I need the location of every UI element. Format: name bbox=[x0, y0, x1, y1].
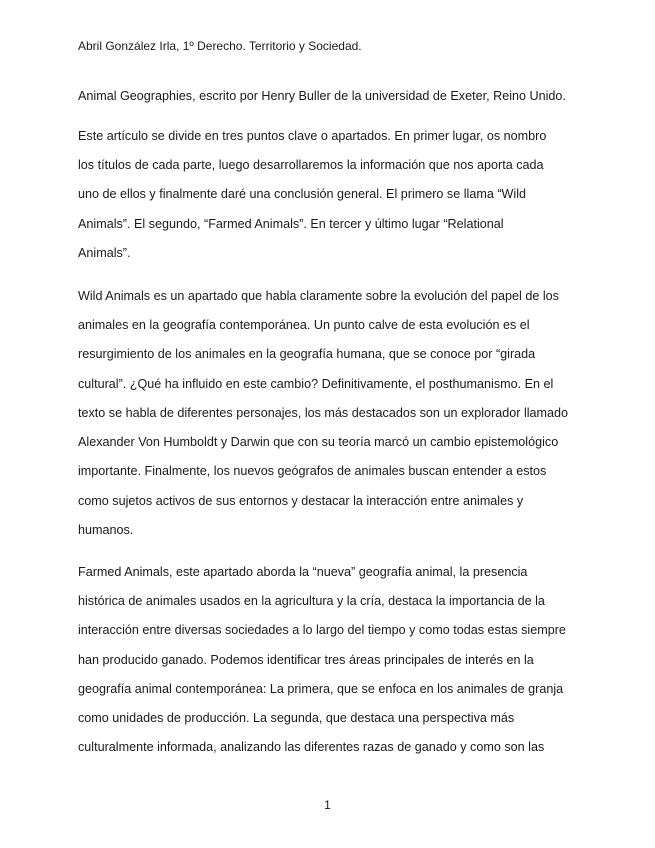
paragraph-line: importante. Finalmente, los nuevos geógrafos de animales buscan entender a estos bbox=[78, 464, 547, 478]
paragraph-line: Farmed Animals, este apartado aborda la “nueva” geografía animal, la presencia bbox=[78, 565, 528, 579]
paragraph-line: humanos. bbox=[78, 523, 134, 537]
document-title: Animal Geographies, escrito por Henry Buller de la universidad de Exeter, Reino Unido. bbox=[78, 89, 566, 103]
paragraph-line: resurgimiento de los animales en la geografía humana, que se conoce por “girada bbox=[78, 347, 536, 361]
paragraph-line: culturalmente informada, analizando las diferentes razas de ganado y como son las bbox=[78, 740, 545, 754]
paragraph-line: como unidades de producción. La segunda, que destaca una perspectiva más bbox=[78, 711, 515, 725]
paragraph-line: cultural”. ¿Qué ha influido en este cambio? Definitivamente, el posthumanismo. En el bbox=[78, 377, 554, 391]
page-header: Abril González Irla, 1º Derecho. Territorio y Sociedad. bbox=[78, 39, 362, 53]
paragraph-line: Animals”. bbox=[78, 246, 131, 260]
paragraph-line: uno de ellos y finalmente daré una conclusión general. El primero se llama “Wild bbox=[78, 187, 527, 201]
paragraph-line: geografía animal contemporánea: La primera, que se enfoca en los animales de granja bbox=[78, 682, 564, 696]
paragraph-line: como sujetos activos de sus entornos y destacar la interacción entre animales y bbox=[78, 494, 524, 508]
paragraph-line: Este artículo se divide en tres puntos clave o apartados. En primer lugar, os nombro bbox=[78, 129, 547, 143]
page-number: 1 bbox=[324, 798, 331, 812]
paragraph-line: han producido ganado. Podemos identificar tres áreas principales de interés en la bbox=[78, 653, 534, 667]
paragraph-line: Wild Animals es un apartado que habla claramente sobre la evolución del papel de los bbox=[78, 289, 559, 303]
paragraph-line: interacción entre diversas sociedades a lo largo del tiempo y como todas estas siempre bbox=[78, 623, 566, 637]
paragraph-line: Animals”. El segundo, “Farmed Animals”. En tercer y último lugar “Relational bbox=[78, 217, 504, 231]
paragraph-line: animales en la geografía contemporánea. Un punto calve de esta evolución es el bbox=[78, 318, 530, 332]
paragraph-line: los títulos de cada parte, luego desarrollaremos la información que nos aporta cada bbox=[78, 158, 544, 172]
paragraph-line: texto se habla de diferentes personajes, los más destacados son un explorador llamado bbox=[78, 406, 569, 420]
paragraph-line: histórica de animales usados en la agricultura y la cría, destaca la importancia de la bbox=[78, 594, 545, 608]
paragraph-line: Alexander Von Humboldt y Darwin que con su teoría marcó un cambio epistemológico bbox=[78, 435, 559, 449]
